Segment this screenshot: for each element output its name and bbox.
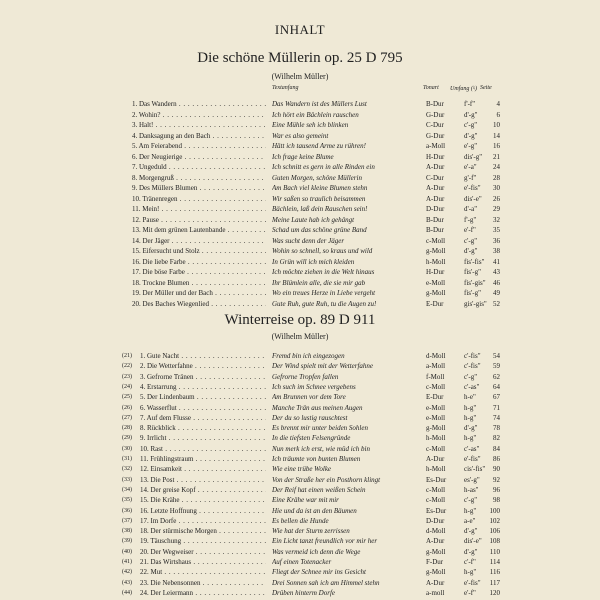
song-key: A-Dur [426,537,445,546]
song-incipit: Am Brunnen vor dem Tore [272,393,346,402]
cycle2-poet: (Wilhelm Müller) [271,332,329,341]
song-title: 7. Ungeduld . . . [132,161,266,173]
song-index: (29) [122,435,132,442]
song-title: 5. Der Lindenbaum . . . [140,391,266,403]
song-title: 9. Des Müllers Blumen . . . [132,182,266,194]
song-key: g-Moll [426,289,446,297]
song-page: 6 [496,110,500,119]
song-incipit: Auf einen Totenacker [272,558,332,566]
song-index: (21) [122,353,132,359]
song-range: e'-fis" [464,184,481,192]
song-range: h-g" [464,413,477,422]
song-key: C-Dur [426,173,444,182]
song-page: 35 [493,226,500,234]
song-key: h-Moll [426,434,446,443]
song-index: (43) [122,579,132,586]
song-title: 5. Am Feierabend . . . [132,140,266,152]
song-title: 15. Eifersucht und Stolz . . . [132,245,266,257]
song-page: 36 [493,236,500,245]
song-incipit: Drüben hinterm Dorfe [272,588,335,597]
song-incipit: Was sucht denn der Jäger [272,236,345,245]
song-key: e-Moll [426,413,446,422]
song-page: 90 [493,465,500,474]
song-incipit: Es bellen die Hunde [272,516,329,525]
song-page: 46 [493,278,500,287]
song-page: 100 [489,506,500,515]
song-key: A-Dur [426,194,445,203]
song-key: c-Moll [426,382,446,391]
song-range: d'-g" [464,131,478,140]
song-key: H-Dur [426,152,445,161]
song-page: 41 [493,257,500,266]
song-key: c-Moll [426,236,446,245]
song-page: 16 [493,142,500,150]
song-index: (40) [122,548,132,555]
song-title: 20. Des Baches Wiegenlied . . . [132,298,266,310]
cycle1-poet: (Wilhelm Müller) [271,72,329,81]
song-range: dis'-e" [464,537,482,546]
song-title: 24. Der Leiermann . . . [140,587,266,599]
song-key: g-Moll [426,568,446,577]
song-range: d'-g" [464,547,478,556]
song-key: A-Dur [426,184,445,192]
song-title: 1. Das Wandern . . . [132,98,266,110]
song-title: 14. Der Jäger . . . [132,235,266,247]
song-page: 14 [493,131,500,140]
song-incipit: Schad um das schöne grüne Band [272,226,367,234]
song-title: 8. Morgengruß . . . [132,172,266,184]
song-page: 30 [493,184,500,192]
song-page: 49 [493,289,500,297]
song-key: E-Dur [426,299,444,308]
song-key: G-Dur [426,131,445,140]
song-key: g-Moll [426,247,446,255]
song-key: G-Dur [426,110,445,119]
song-page: 71 [493,403,500,412]
song-page: 108 [489,537,500,546]
song-incipit: Drei Sonnen sah ich am Himmel stehn [272,578,380,587]
song-page: 78 [493,424,500,433]
song-index: (36) [122,507,132,514]
song-incipit: Guten Morgen, schöne Müllerin [272,173,362,182]
song-incipit: Ein Licht tanzt freundlich vor mir her [272,537,378,546]
song-range: f'-g" [464,215,477,224]
song-page: 92 [493,475,500,484]
song-incipit: Bächlein, laß dein Rauschen sein! [272,205,368,213]
song-range: e'-g" [464,142,478,150]
song-range: f'-f" [464,100,476,108]
song-range: c'-as" [464,382,480,391]
song-incipit: Eine Mühle seh ich blinken [272,121,349,129]
song-page: 24 [493,163,500,171]
song-title: 15. Die Krähe . . . [140,494,266,506]
song-incipit: Der Reif hat einen weißen Schein [272,485,366,494]
song-title: 6. Der Neugierige . . . [132,151,266,163]
song-range: c'-f" [464,558,476,566]
song-key: A-Dur [426,163,445,171]
song-incipit: Das Wandern ist des Müllers Lust [272,100,367,108]
song-range: c'-g" [464,236,478,245]
song-range: es'-g" [464,475,480,484]
song-incipit: Ich schnitt es gern in alle Rinden ein [272,163,375,171]
cycle1-title: Die schöne Müllerin op. 25 D 795 [197,50,403,66]
song-title: 4. Erstarrung . . . [140,381,266,393]
song-incipit: Ich such im Schnee vergebens [272,382,356,391]
page-heading: INHALT [274,22,326,37]
song-incipit: Wo ein treues Herze in Liebe vergeht [272,289,376,297]
song-title: 19. Der Müller und der Bach . . . [132,287,266,299]
song-key: g-Moll [426,547,446,556]
song-incipit: Der du so lustig rauschtest [272,413,348,422]
song-key: Es-Dur [426,506,447,515]
song-incipit: Manche Trän aus meinen Augen [272,403,363,412]
song-key: e-Moll [426,278,446,287]
song-incipit: In Grün will ich mich kleiden [272,257,355,266]
song-page: 116 [489,568,500,577]
song-range: dis'-e" [464,194,482,203]
song-key: d-Moll [426,352,446,360]
song-page: 38 [493,247,500,255]
song-key: B-Dur [426,215,444,224]
col-head-umfang: Umfang (♮) [450,86,477,92]
song-title: 8. Rückblick . . . [140,422,266,434]
song-incipit: Der Wind spielt mit der Wetterfahne [272,362,374,371]
song-range: e'-fis" [464,455,481,463]
song-key: F-Dur [426,558,444,566]
song-incipit: Ich möchte ziehen in die Welt hinaus [272,268,375,276]
song-title: 10. Tränenregen . . . [132,193,266,205]
song-key: C-Dur [426,121,444,129]
song-page: 102 [489,516,500,525]
song-range: cis'-fis" [464,465,486,474]
song-title: 17. Die böse Farbe . . . [132,266,266,278]
song-page: 62 [493,372,500,381]
song-key: H-Dur [426,268,445,276]
song-page: 82 [493,434,500,443]
song-range: fis'-g" [464,289,481,297]
song-title: 22. Mut . . . [140,566,266,578]
song-index: (25) [122,394,132,401]
song-key: c-Moll [426,444,446,453]
song-title: 3. Halt! . . . [132,119,266,131]
song-index: (23) [122,373,132,380]
song-key: h-Moll [426,257,446,266]
song-incipit: Hätt ich tausend Arme zu rühren! [272,142,366,150]
song-incipit: Fremd bin ich eingezogen [272,352,345,360]
song-incipit: Von der Straße her ein Posthorn klingt [272,475,381,484]
song-incipit: Ich hört ein Bächlein rauschen [272,110,359,119]
song-key: a-Moll [426,142,446,150]
song-incipit: Wie eine trübe Wolke [272,465,332,474]
song-index: (34) [122,486,132,493]
song-range: d'-g" [464,424,478,433]
song-title: 4. Danksagung an den Bach . . . [132,130,266,142]
song-range: gis'-gis" [464,299,487,308]
song-title: 14. Der greise Kopf . . . [140,484,266,496]
song-title: 21. Das Wirtshaus . . . [140,556,266,568]
song-range: h-e" [464,393,476,402]
song-index: (22) [122,363,132,370]
song-key: A-Dur [426,578,445,587]
song-incipit: Wie hat der Sturm zerrissen [272,527,350,536]
song-range: h-as" [464,485,479,494]
song-title: 13. Die Post . . . [140,474,266,486]
song-range: g'-f" [464,173,477,182]
song-index: (32) [122,466,132,473]
song-index: (31) [122,456,132,462]
song-page: 114 [489,558,500,566]
song-range: d'-a" [464,205,478,213]
song-page: 26 [493,194,500,203]
song-key: e-Moll [426,403,446,412]
song-page: 64 [493,382,500,391]
song-incipit: Wohin so schnell, so kraus und wild [272,247,373,255]
song-range: e'-f" [464,226,476,234]
song-range: c'-fis" [464,352,481,360]
song-index: (33) [122,476,132,483]
song-page: 54 [493,352,500,360]
song-key: B-Dur [426,226,444,234]
song-index: (35) [122,497,132,504]
song-key: A-Dur [426,455,445,463]
song-index: (30) [122,445,132,452]
song-range: fis'-gis" [464,278,486,287]
song-index: (44) [122,589,132,596]
song-incipit: In die tiefsten Felsengründe [272,434,351,443]
song-key: d-Moll [426,527,446,536]
song-index: (38) [122,528,132,535]
song-incipit: Was vermeid ich denn die Wege [272,547,361,556]
song-index: (42) [122,569,132,576]
song-page: 120 [489,588,500,597]
song-incipit: Gefrorne Tropfen fallen [272,372,339,381]
song-index: (39) [122,538,132,545]
song-range: c'-g" [464,372,478,381]
song-incipit: Gute Ruh, gute Ruh, tu die Augen zu! [272,299,377,308]
song-key: a-moll [426,588,445,597]
song-range: fis'-fis" [464,257,485,266]
song-page: 59 [493,362,500,371]
col-head-tonart: Tonart [423,85,439,91]
song-page: 29 [493,205,500,213]
song-key: g-Moll [426,424,446,433]
song-page: 117 [489,578,500,587]
song-title: 16. Letzte Hoffnung . . . [140,505,266,517]
song-key: B-Dur [426,100,444,108]
song-key: D-Dur [426,516,445,525]
song-title: 11. Mein! . . . [132,203,266,215]
song-title: 18. Der stürmische Morgen . . . [140,525,266,537]
song-title: 7. Auf dem Flusse . . . [140,412,266,424]
song-title: 13. Mit dem grünen Lautenbande . . . [132,224,266,236]
song-range: c'-g" [464,496,478,505]
song-index: (41) [122,559,132,565]
song-page: 98 [493,496,500,505]
song-key: c-Moll [426,485,446,494]
song-range: h-g" [464,403,477,412]
song-title: 3. Gefrorne Tränen . . . [140,371,266,383]
song-page: 84 [493,444,500,453]
song-key: c-Moll [426,496,446,505]
song-title: 18. Trockne Blumen . . . [132,277,266,289]
song-title: 12. Pause . . . [132,214,266,226]
song-key: h-Moll [426,465,446,474]
song-page: 52 [493,299,500,308]
song-page: 32 [493,215,500,224]
song-title: 17. Im Dorfe . . . [140,515,266,527]
song-incipit: Am Bach viel kleine Blumen stehn [272,184,368,192]
song-title: 6. Wasserflut . . . [140,402,266,414]
song-key: D-Dur [426,205,445,213]
song-page: 43 [493,268,500,276]
song-range: c'-fis" [464,362,481,371]
song-title: 12. Einsamkeit . . . [140,463,266,475]
col-head-seite: Seite [480,85,492,91]
song-title: 23. Die Nebensonnen . . . [140,577,266,589]
song-page: 96 [493,485,500,494]
song-range: e'-f" [464,588,476,597]
table-row [122,587,500,599]
song-range: c'-as" [464,444,480,453]
song-incipit: Hie und da ist an den Bäumen [272,506,357,515]
song-incipit: Ich träumte von bunten Blumen [272,455,361,463]
song-range: e'-fis" [464,578,481,587]
col-head-textanfang: Textanfang [272,85,299,91]
song-incipit: Eine Krähe war mit mir [272,496,339,505]
song-title: 1. Gute Nacht . . . [140,350,266,362]
song-index: (28) [122,425,132,432]
song-range: e'-a" [464,163,477,171]
song-incipit: War es also gemeint [272,131,329,140]
song-title: 11. Frühlingstraum . . . [140,453,266,465]
song-page: 21 [493,152,500,161]
song-incipit: Ich frage keine Blume [272,152,334,161]
song-incipit: Ihr Blümlein alle, die sie mir gab [272,278,366,287]
song-key: f-Moll [426,372,445,381]
song-page: 4 [496,100,500,108]
song-page: 28 [493,173,500,182]
song-range: d'-g" [464,527,478,536]
song-page: 10 [493,121,500,129]
song-index: (24) [122,383,132,390]
song-incipit: Es brennt mir unter beiden Sohlen [272,424,368,433]
song-title: 9. Irrlicht . . . [140,432,266,444]
song-title: 2. Die Wetterfahne . . . [140,360,266,372]
song-range: h-g" [464,506,477,515]
song-key: a-Moll [426,362,446,371]
song-page: 67 [493,393,500,402]
song-page: 74 [493,413,500,422]
song-incipit: Meine Laute hab ich gehängt [272,215,355,224]
song-page: 106 [489,527,500,536]
song-title: 2. Wohin? . . . [132,109,266,121]
song-range: h-g" [464,568,477,577]
song-title: 19. Täuschung . . . [140,535,266,547]
song-incipit: Wir saßen so traulich beisammen [272,194,366,203]
song-index: (27) [122,414,132,421]
song-range: d'-g" [464,110,478,119]
song-range: c'-g" [464,121,478,129]
song-range: fis'-g" [464,268,481,276]
song-range: dis'-g" [464,152,483,161]
song-title: 20. Der Wegweiser . . . [140,546,266,558]
song-page: 110 [489,547,500,556]
song-key: E-Dur [426,393,444,402]
song-title: 16. Die liebe Farbe . . . [132,256,266,268]
song-range: h-g" [464,434,477,443]
song-index: (37) [122,517,132,524]
song-range: d'-g" [464,247,478,255]
song-range: a-e" [464,516,476,525]
song-title: 10. Rast . . . [140,443,266,455]
song-page: 86 [493,455,500,463]
song-key: Es-Dur [426,475,447,484]
song-incipit: Nun merk ich erst, wie müd ich bin [272,444,370,453]
song-incipit: Fliegt der Schnee mir ins Gesicht [272,568,366,577]
table-row [126,298,500,310]
cycle2-title: Winterreise op. 89 D 911 [224,312,376,328]
song-index: (26) [122,404,132,411]
